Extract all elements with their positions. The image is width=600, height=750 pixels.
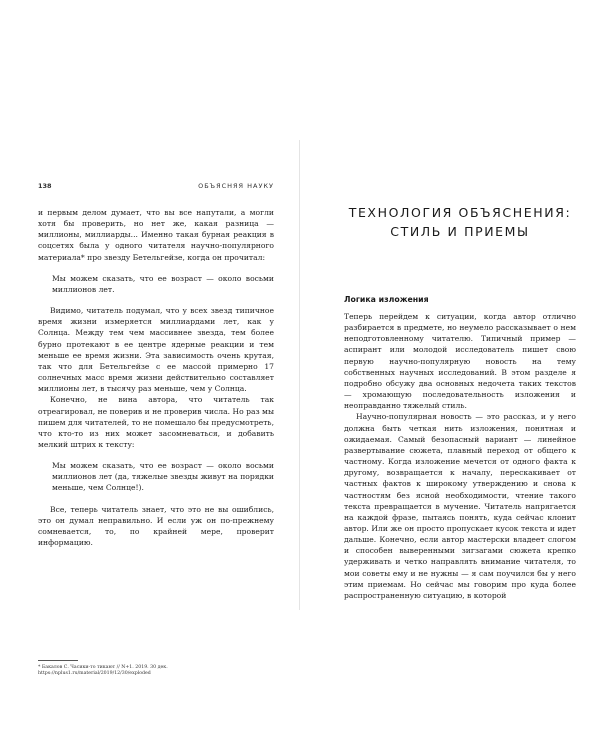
- section-heading: Логика изложения: [344, 295, 429, 304]
- paragraph: Все, теперь читатель знает, что это не вы ошиблись, это он думал неправильно. И если уж он по-прежнему сомневается, то, по крайней мере, проверит информацию.: [38, 504, 274, 548]
- paragraph: Конечно, не вина автора, что читатель так отреагировал, не поверив и не проверив числа. Но раз мы пишем для читателей, то не помешало бы предусмотреть, что кто-то из них может засомневаться, и добавить мелкий штрих к тексту:: [38, 395, 274, 449]
- chapter-title-line: СТИЛЬ И ПРИЕМЫ: [390, 224, 530, 239]
- footnote-rule: [38, 660, 78, 661]
- paragraph: Видимо, читатель подумал, что у всех звезд типичное время жизни измеряется миллиардами лет, как у Солнца. Между тем чем массивнее звезда, тем более бурно протекают в ее центре ядерные реакции и тем меньше ее время жизни. Эта зависимость очень крутая, так что для Бетельгейзе с ее массой примерно 17 солнечных масс время жизни действительно составляет миллионы лет, в тысячу раз меньше, чем у Солнца.: [38, 306, 274, 394]
- paragraph: Научно-популярная новость — это рассказ, и у него должна быть четкая нить изложения, понятная и ожидаемая. Самый безопасный вариант — линейное развертывание сюжета, плавный переход от общего к частному. Когда изложение мечется от одного факта к другому, возвращается к началу, перескакивает от частных фактов к широкому утверждению и снова к частностям без ясной необходимости, чтение такого текста превращается в мучение. Читатель напрягается на каждой фразе, пытаясь понять, куда сейчас клонит автор. Или же он просто пропускает кусок текста и идет дальше. Конечно, если автор мастерски владеет слогом и способен выверенными зигзагами сюжета крепко удерживать и четко направлять внимание читателя, то мои советы ему и не нужны — я сам поучился бы у него этим приемам. Но сейчас мы говорим про куда более распространенную ситуацию, в которой: [344, 412, 576, 600]
- footnote: * Бакалов С. Часики-то тикают // N+1. 2019. 30 дек. https://nplus1.ru/material/2019/12/30/exploded: [38, 665, 168, 677]
- left-text-column: [38, 207, 274, 548]
- page-number: 138: [38, 182, 52, 190]
- quote-block: Мы можем сказать, что ее возраст — около восьми миллионов лет.: [52, 273, 274, 294]
- paragraph: Теперь перейдем к ситуации, когда автор отлично разбирается в предмете, но неумело рассказывает о нем неподготовленному читателю. Типичный пример — аспирант или молодой исследователь пишет свою первую научно-популярную новость на тему собственных научных исследований. В этом разделе я подробно обсужу два основных недочета таких текстов — хромающую последовательность изложения и неоправданно тяжелый стиль.: [344, 312, 576, 411]
- right-text-column: [344, 311, 576, 601]
- running-head-title: ОБЪЯСНЯЯ НАУКУ: [198, 182, 274, 190]
- right-page: [300, 0, 600, 750]
- paragraph: и первым делом думает, что вы все напутали, а могли хотя бы проверить, но нет же, какая разница — миллионы, миллиарды... Именно такая бурная реакция в соцсетях была у одного читателя научно-популярного материала* про звезду Бетельгейзе, когда он прочитал:: [38, 208, 274, 262]
- quote-block: Мы можем сказать, что ее возраст — около восьми миллионов лет (да, тяжелые звезды живут на порядки меньше, чем Солнце!).: [52, 461, 274, 493]
- chapter-title: [344, 203, 576, 241]
- running-header: [38, 182, 274, 196]
- chapter-title-line: ТЕХНОЛОГИЯ ОБЪЯСНЕНИЯ:: [348, 205, 572, 220]
